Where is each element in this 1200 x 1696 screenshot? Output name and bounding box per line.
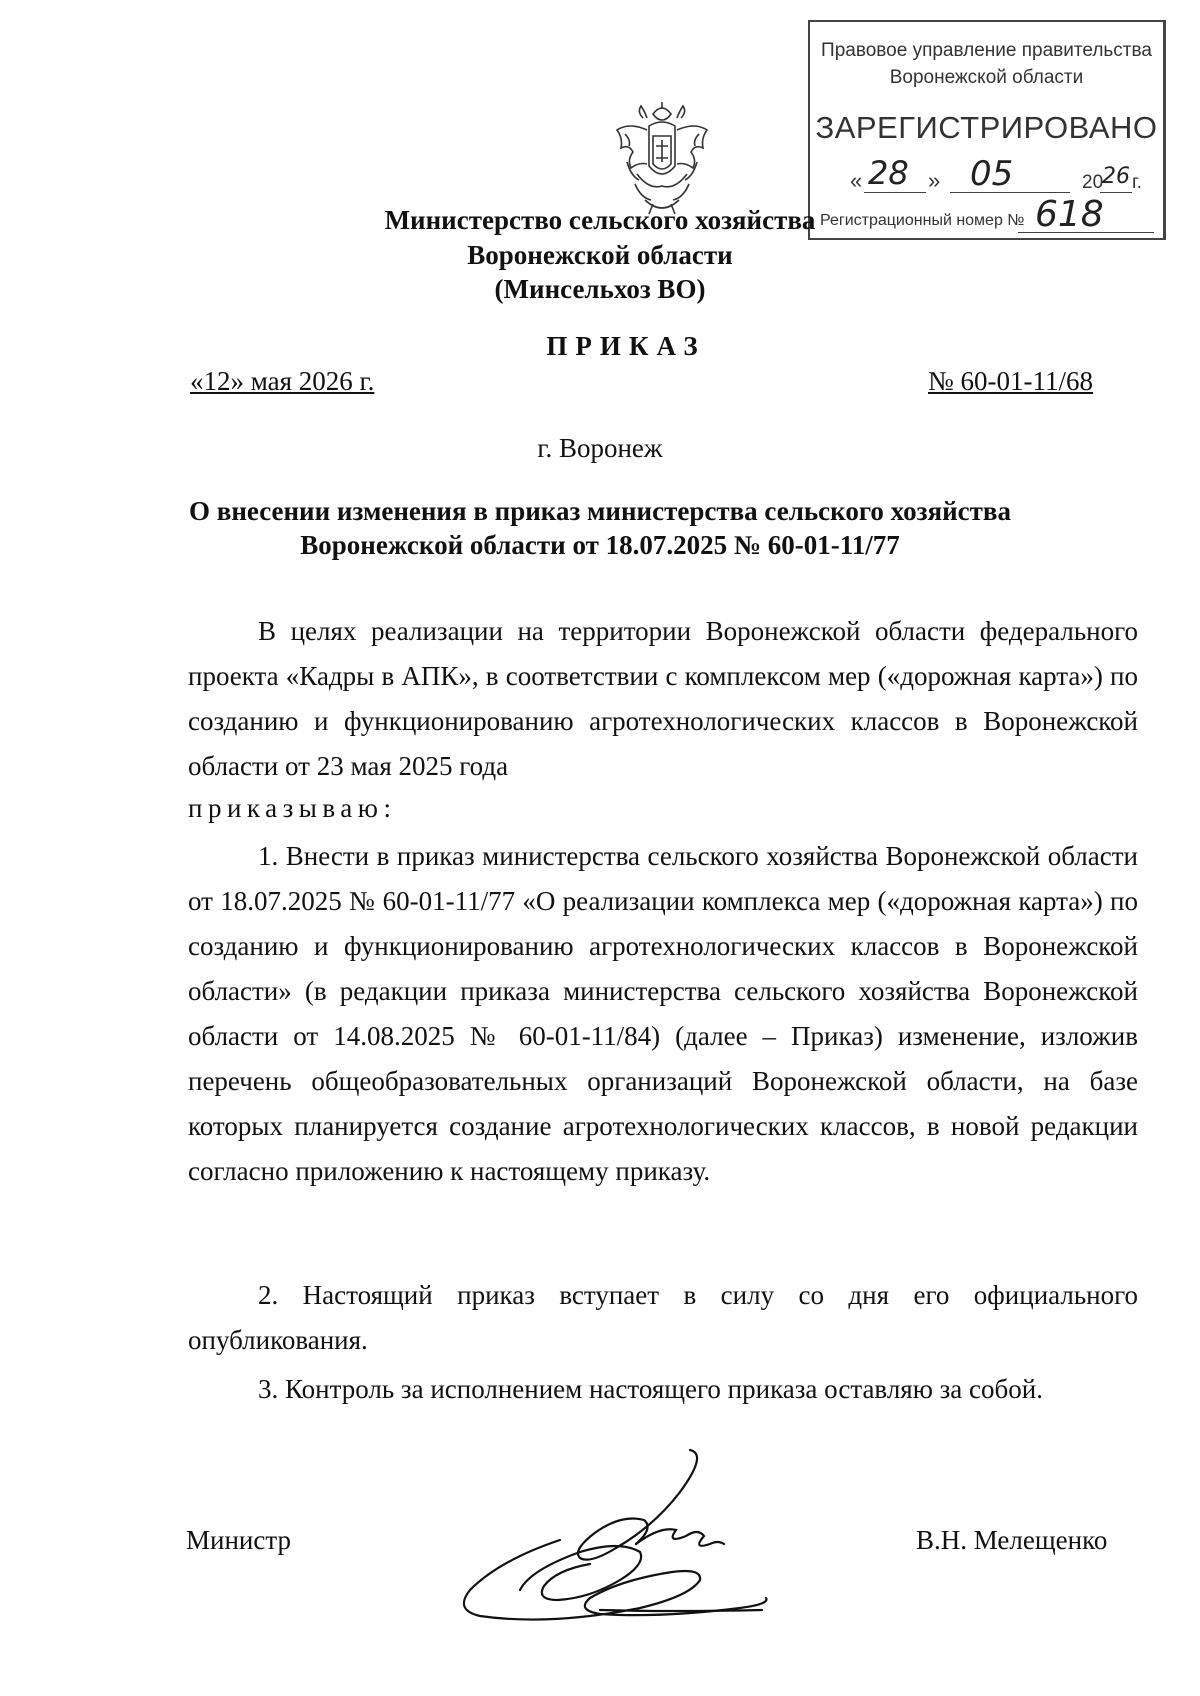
stamp-year-suffix: 26 xyxy=(1102,164,1130,189)
order-subject-line2: Воронежской области от 18.07.2025 № 60-01-11/77 xyxy=(300,530,900,560)
signatory-name: В.Н. Мелещенко xyxy=(916,1525,1108,1555)
order-item-1: 1. Внести в приказ министерства сельского хозяйства Воронежской области от 18.07.2025 № 60-01-11/77 «О реализации комплекса мер («дорожная карта») по созданию и функционированию агротехнологических классов в Воронежской области» (в редакции приказа министерства сельского хозяйства Воронежской области от 14.08.2025 № 60-01-11/84) (далее – Приказ) изменение, изложив перечень общеобразовательных организаций Воронежской области, на базе которых планируется создание агротехнологических классов, в новой редакции согласно приложению к настоящему приказу. xyxy=(188,841,1138,1186)
stamp-date-row xyxy=(850,154,1153,198)
stamp-quote-close: » xyxy=(928,168,941,193)
handwritten-signature xyxy=(440,1440,820,1630)
order-subject-line1: О внесении изменения в приказ министерства сельского хозяйства xyxy=(189,496,1011,526)
stamp-reg-label: Регистрационный номер № xyxy=(820,212,1025,229)
stamp-reg-number: 618 xyxy=(1035,194,1104,235)
stamp-region: Воронежской области xyxy=(889,67,1084,88)
document-type: ПРИКАЗ xyxy=(546,331,706,361)
stamp-department: Правовое управление правительства xyxy=(821,40,1152,61)
order-number: № 60-01-11/68 xyxy=(928,366,1093,396)
order-city: г. Воронеж xyxy=(537,433,663,463)
stamp-quote-open: « xyxy=(850,168,863,193)
stamp-year-unit: г. xyxy=(1132,172,1142,193)
coat-of-arms-icon xyxy=(607,100,717,218)
signatory-title: Министр xyxy=(186,1525,291,1555)
ministry-short-name: (Минсельхоз ВО) xyxy=(494,274,706,304)
stamp-day: 28 xyxy=(868,154,909,192)
stamp-registered-label: ЗАРЕГИСТРИРОВАНО xyxy=(815,110,1158,145)
preamble-paragraph: В целях реализации на территории Воронежской области федерального проекта «Кадры в АПК», в соответствии с комплексом мер («дорожная карта») по созданию и функционированию агротехнологических классов в Воронежской области от 23 мая 2025 года xyxy=(188,616,1138,781)
order-item-3: 3. Контроль за исполнением настоящего приказа оставляю за собой. xyxy=(258,1374,1043,1404)
stamp-year-prefix: 20 xyxy=(1082,172,1104,193)
order-date: «12» мая 2026 г. xyxy=(190,366,375,396)
ministry-region: Воронежской области xyxy=(467,240,733,270)
order-item-2: 2. Настоящий приказ вступает в силу со дня его официального опубликования. xyxy=(188,1280,1138,1355)
stamp-month: 05 xyxy=(970,154,1014,194)
ministry-name: Министерство сельского хозяйства xyxy=(384,205,816,235)
order-verb: приказываю: xyxy=(188,793,397,823)
